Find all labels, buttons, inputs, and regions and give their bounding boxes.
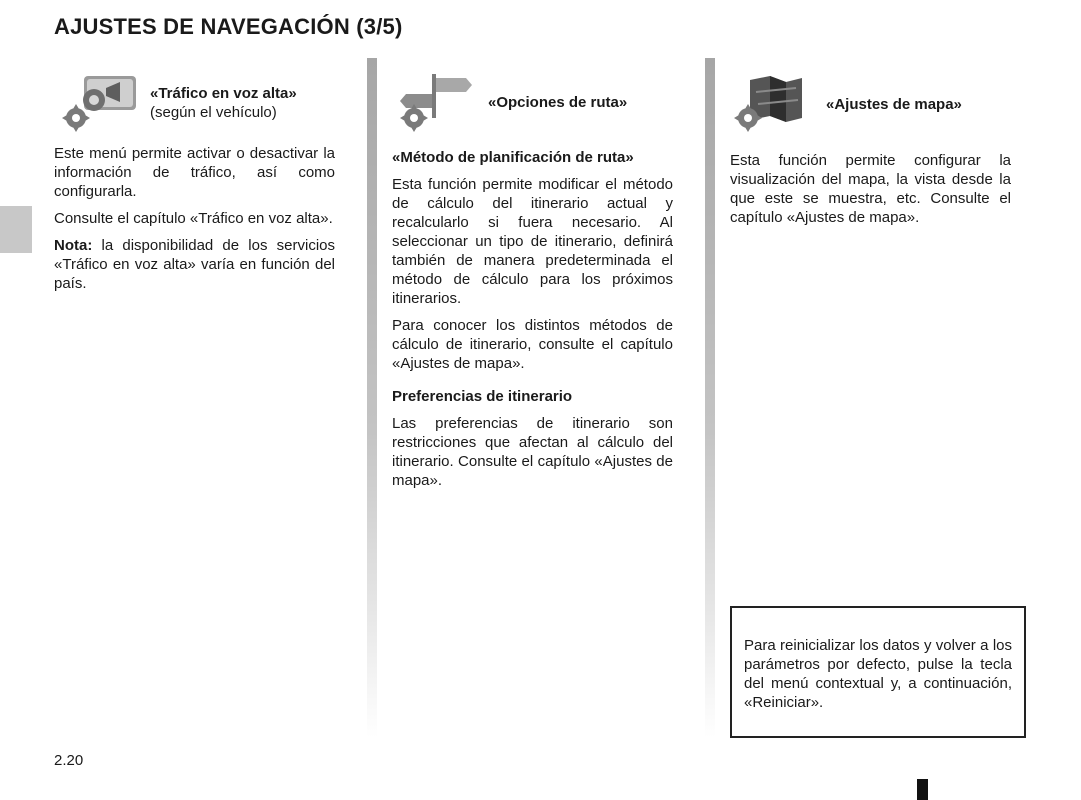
traffic-header (54, 72, 335, 144)
map-settings-heading: «Ajustes de mapa» (826, 96, 962, 113)
route-options-icon (392, 72, 480, 136)
column-route-options (392, 72, 673, 498)
page-number: 2.20 (54, 752, 84, 769)
column-map-settings (730, 72, 1011, 235)
route-method-title: «Método de planificación de ruta» (392, 149, 634, 166)
note-text: la disponibilidad de los servicios «Tráfico en voz alta» varía en función del país. (54, 237, 335, 292)
route-preferences-title: Preferencias de itinerario (392, 388, 573, 405)
reset-note-text: Para reinicializar los datos y volver a los parámetros por defecto, pulse la tecla del menú contextual y, a continuación, «Reiniciar». (744, 637, 1012, 711)
section-tab-marker (0, 206, 32, 253)
traffic-paragraph-1: Este menú permite activar o desactivar la información de tráfico, así como configurarla. (54, 145, 335, 200)
map-settings-header (730, 72, 1011, 144)
reset-note-box (730, 606, 1026, 738)
route-paragraph-2: Para conocer los distintos métodos de cálculo de itinerario, consulte el capítulo «Ajustes de mapa». (392, 317, 673, 372)
route-paragraph-1: Esta función permite modificar el método de cálculo del itinerario actual y recalcularlo si fuera necesario. Al seleccionar un tipo de itinerario, definirá también de manera predeterminada el método de cálculo para los próximos itinerarios. (392, 176, 673, 307)
map-paragraph-1: Esta función permite configurar la visualización del mapa, la vista desde la que este se muestra, etc. Consulte el capítulo «Ajustes de mapa». (730, 152, 1011, 226)
page-edge-marker (917, 779, 928, 800)
traffic-voice-icon (54, 72, 142, 136)
column-divider-2 (705, 58, 715, 738)
column-traffic (54, 72, 335, 301)
route-options-header (392, 72, 673, 144)
note-label: Nota: (54, 237, 93, 254)
map-settings-icon (730, 72, 818, 136)
traffic-subheading: (según el vehículo) (150, 104, 277, 121)
route-paragraph-3: Las preferencias de itinerario son restricciones que afectan al cálculo del itinerario. Consulte el capítulo «Ajustes de mapa». (392, 415, 673, 489)
route-options-heading: «Opciones de ruta» (488, 94, 628, 111)
traffic-paragraph-2: Consulte el capítulo «Tráfico en voz alta». (54, 210, 333, 227)
traffic-heading: «Tráfico en voz alta» (150, 85, 297, 102)
traffic-note (54, 236, 335, 293)
page-title: AJUSTES DE NAVEGACIÓN (3/5) (54, 14, 403, 39)
column-divider-1 (367, 58, 377, 738)
